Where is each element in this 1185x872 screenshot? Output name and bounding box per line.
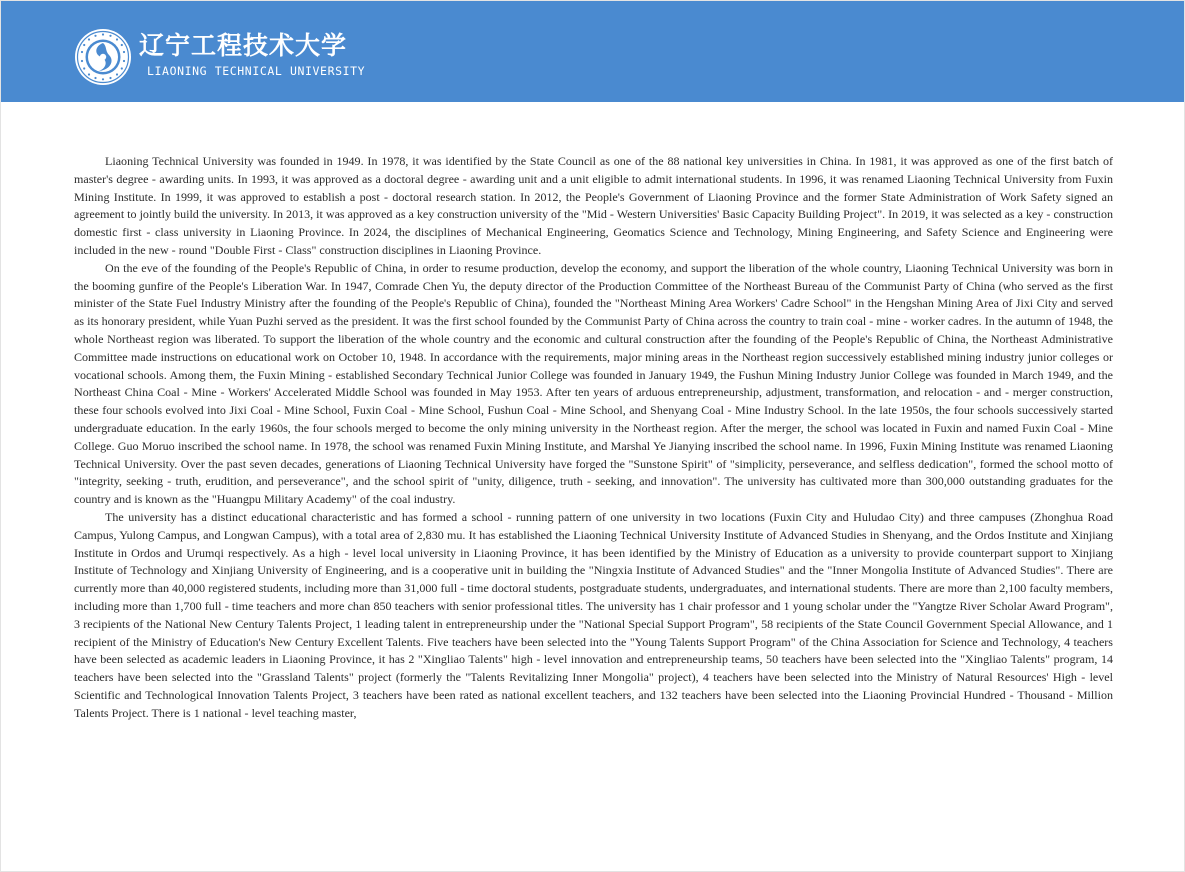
university-seal-icon xyxy=(74,28,132,86)
paragraph-campuses-faculty: The university has a distinct educational characteristic and has formed a school - running pattern of one university in two locations (Fuxin City and Huludao City) and three campuses (Zhonghua Road Campus, Yulong Campus, and Longwan Campus), with a total area of 2,830 mu. It has established the Liaoning Technical University Institute of Advanced Studies in Shenyang, and the Ordos Institute and Xinjiang Institute in Ordos and Urumqi respectively. As a high - level local university in Liaoning Province, it has been identified by the Ministry of Education as a university to provide counterpart support to Xinjiang Institute of Technology and Xinjiang University of Engineering, and is a cooperative unit in building the "Ningxia Institute of Advanced Studies" and the "Inner Mongolia Institute of Advanced Studies". There are currently more than 40,000 registered students, including more than 31,000 full - time doctoral students, postgraduate students, undergraduates, and international students. There are more than 2,100 faculty members, including more than 1,700 full - time teachers and more chan 850 teachers with senior professional titles. The university has 1 chair professor and 1 young scholar under the "Yangtze River Scholar Award Program", 3 recipients of the National New Century Talents Project, 1 leading talent in entrepreneurship under the "National Special Support Program", 58 recipients of the State Council Government Special Allowance, and 1 recipient of the Ministry of Education's New Century Excellent Talents. Five teachers have been selected into the "Young Talents Support Program" of the China Association for Science and Technology, 4 teachers have been selected as academic leaders in Liaoning Province, it has 2 "Xingliao Talents" high - level innovation and entrepreneurship teams, 50 teachers have been selected into the "Xingliao Talents" program, 14 teachers have been selected into the "Grassland Talents" project (formerly the "Talents Revitalizing Inner Mongolia" project), 4 teachers have been selected into the Ministry of Natural Resources' High - level Scientific and Technological Innovation Talents Project, 3 teachers have been rated as national excellent teachers, and 132 teachers have been selected into the Liaoning Provincial Hundred - Thousand - Million Talents Project. There is 1 national - level teaching master, xyxy=(74,509,1113,720)
header-banner xyxy=(1,1,1185,102)
article-body xyxy=(74,153,1113,853)
paragraph-founding: Liaoning Technical University was founded in 1949. In 1978, it was identified by the State Council as one of the 88 national key universities in China. In 1981, it was approved as one of the first batch of master's degree - awarding units. In 1993, it was approved as a doctoral degree - awarding unit and a unit eligible to admit international students. In 1996, it was renamed Liaoning Technical University from Fuxin Mining Institute. In 1999, it was approved to establish a post - doctoral research station. In 2012, the People's Government of Liaoning Province and the former State Administration of Work Safety signed an agreement to jointly build the university. In 2013, it was approved as a key construction university of the "Mid - Western Universities' Basic Capacity Building Project". In 2019, it was selected as a key - construction domestic first - class university in Liaoning Province. In 2024, the disciplines of Mechanical Engineering, Geomatics Science and Technology, Mining Engineering, and Safety Science and Engineering were included in the new - round "Double First - Class" construction disciplines in Liaoning Province. xyxy=(74,154,1113,257)
paragraph-history: On the eve of the founding of the People's Republic of China, in order to resume production, develop the economy, and support the liberation of the whole country, Liaoning Technical University was born in the booming gunfire of the People's Liberation War. In 1947, Comrade Chen Yu, the deputy director of the Production Committee of the Northeast Bureau of the Communist Party of China (who served as the first minister of the State Fuel Industry Ministry after the founding of the People's Republic of China), founded the "Northeast Mining Area Workers' Cadre School" in the Hengshan Mining Area of Jixi City and served as its honorary president, while Yuan Puzhi served as the president. It was the first school founded by the Communist Party of China across the country to train coal - mine - worker cadres. In the autumn of 1948, the whole Northeast region was liberated. To support the liberation of the whole country and the economic and cultural construction after the founding of the People's Republic of China, the Northeast Administrative Committee made instructions on educational work on October 10, 1948. In accordance with the requirements, major mining areas in the Northeast region successively established mining industry junior colleges or vocational schools. Among them, the Fuxin Mining - established Secondary Technical Junior College was founded in January 1949, the Fushun Mining Industry Junior College was founded in March 1949, and the Northeast China Coal - Mine - Workers' Accelerated Middle School was founded in May 1953. After ten years of arduous entrepreneurship, adjustment, transformation, and relocation - and - merger construction, these four schools evolved into Jixi Coal - Mine School, Fuxin Coal - Mine School, Fushun Coal - Mine School, and Shenyang Coal - Mine Industry School. In the late 1950s, the four schools successively started undergraduate education. In the early 1960s, the four schools merged to become the only mining university in the Northeast region. After the merger, the school was located in Fuxin and named Fuxin Coal - Mine College. Guo Moruo inscribed the school name. In 1978, the school was renamed Fuxin Mining Institute, and Marshal Ye Jianying inscribed the school name. In 1996, Fuxin Mining Institute was renamed Liaoning Technical University. Over the past seven decades, generations of Liaoning Technical University have forged the "Sunstone Spirit" of "simplicity, perseverance, and selfless dedication", formed the school motto of "integrity, seeking - truth, erudition, and perseverance", and the school spirit of "unity, diligence, truth - seeking, and innovation". The university has cultivated more than 300,000 outstanding graduates for the country and is known as the "Huangpu Military Academy" of the coal industry. xyxy=(74,260,1113,507)
logo-english-name: LIAONING TECHNICAL UNIVERSITY xyxy=(147,64,366,78)
logo-chinese-name: 辽宁工程技术大学 xyxy=(139,31,348,60)
